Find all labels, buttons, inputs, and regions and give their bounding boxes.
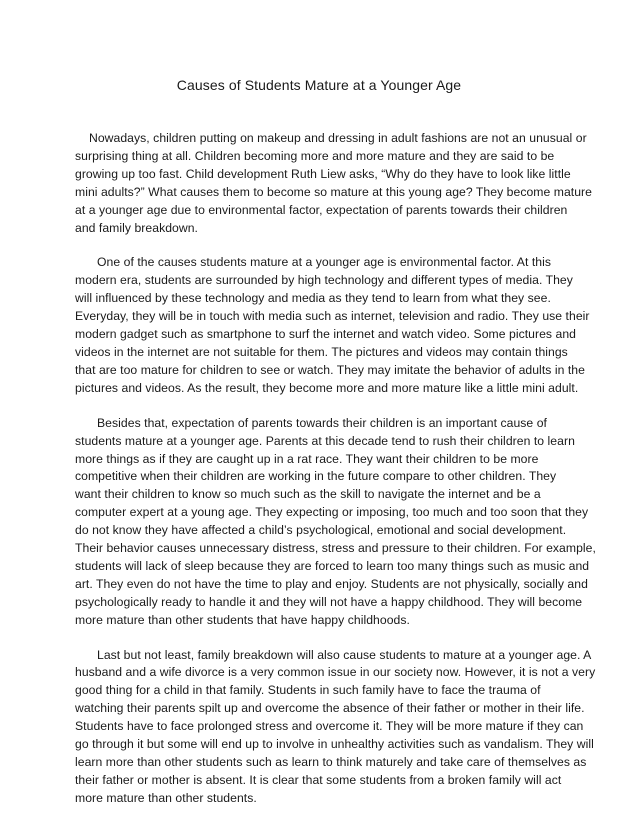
paragraph-line: computer expert at a young age. They expecting or imposing, too much and too soon that they [75,505,589,520]
paragraph-line: One of the causes students mature at a younger age is environmental factor. At this [97,255,551,270]
paragraph-line: learn more than other students such as learn to think maturely and take care of themselves as [75,755,587,769]
paragraph-line: more mature than other students that have happy childhoods. [75,612,410,627]
paragraph-line: mini adults?” What causes them to become so mature at this young age? They become mature [75,184,592,199]
paragraph-line: Students have to face prolonged stress and overcome it. They will be more mature if they can [75,719,584,734]
paragraph-line: psychologically ready to handle it and they will not have a happy childhood. They will become [75,594,583,609]
paragraph-line: and family breakdown. [75,220,198,235]
paragraph-2 [75,254,590,397]
paragraph-line: modern gadget such as smartphone to surf the internet and watch video. Some pictures and [75,327,576,342]
paragraph-line: surprising thing at all. Children becoming more and more mature and they are said to be [75,148,555,163]
paragraph-line: videos in the internet are not suitable for them. The pictures and videos may contain things [75,344,568,359]
document-title: Causes of Students Mature at a Younger Age [176,77,462,93]
paragraph-line: Nowadays, children putting on makeup and dressing in adult fashions are not an unusual or [89,131,587,145]
paragraph-line: art. They even do not have the time to play and enjoy. Students are not physically, socially and [75,576,588,591]
paragraph-line: students will lack of sleep because they are forced to learn too many things such as music and [75,558,590,573]
paragraph-line: competitive when their children are working in the future compare to other children. They [75,469,557,484]
paragraph-line: Last but not least, family breakdown will also cause students to mature at a younger age. A [97,647,592,662]
paragraph-line: do not know they have affected a child’s psychological, emotional and social development. [75,523,567,538]
paragraph-1 [75,130,592,237]
paragraph-line: want their children to know so much such as the skill to navigate the internet and be a [75,487,541,502]
paragraph-line: more things as if they are caught up in a rat race. They want their children to be more [75,451,539,466]
paragraph-line: pictures and videos. As the result, they become more and more mature like a little mini adult. [75,380,579,395]
paragraph-line: Everyday, they will be in touch with media such as internet, television and radio. They use their [75,309,590,324]
paragraph-line: Their behavior causes unnecessary distress, stress and pressure to their children. For example, [75,541,596,556]
paragraph-line: watching their parents spilt up and overcome the absence of their father or mother in their life. [75,701,585,716]
paragraph-line: good thing for a child in that family. Students in such family have to face the trauma of [75,683,541,698]
paragraph-line: growing up too fast. Child development Ruth Liew asks, “Why do they have to look like little [75,166,571,181]
paragraph-line: at a younger age due to environmental factor, expectation of parents towards their children [75,202,568,217]
document-body [75,130,596,825]
paragraph-line: Besides that, expectation of parents towards their children is an important cause of [97,415,547,430]
paragraph-line: that are too mature for children to see or watch. They may imitate the behavior of adults in the [75,362,585,377]
paragraph-line: go through it but some will end up to involve in unhealthy activities such as vandalism. They will [75,737,594,752]
paragraph-line: will influenced by these technology and media as they tend to learn from what they see. [75,291,551,306]
paragraph-3 [75,415,596,630]
paragraph-line: husband and a wife divorce is a very common issue in our society now. However, it is not a very [75,665,596,680]
paragraph-line: students mature at a younger age. Parents at this decade tend to rush their children to learn [75,433,575,448]
paragraph-line: their father or mother is absent. It is clear that some students from a broken family will act [75,772,562,787]
paragraph-line: more mature than other students. [75,790,257,805]
paragraph-line: modern era, students are surrounded by high technology and different types of media. They [75,273,573,288]
paragraph-4 [75,647,596,808]
